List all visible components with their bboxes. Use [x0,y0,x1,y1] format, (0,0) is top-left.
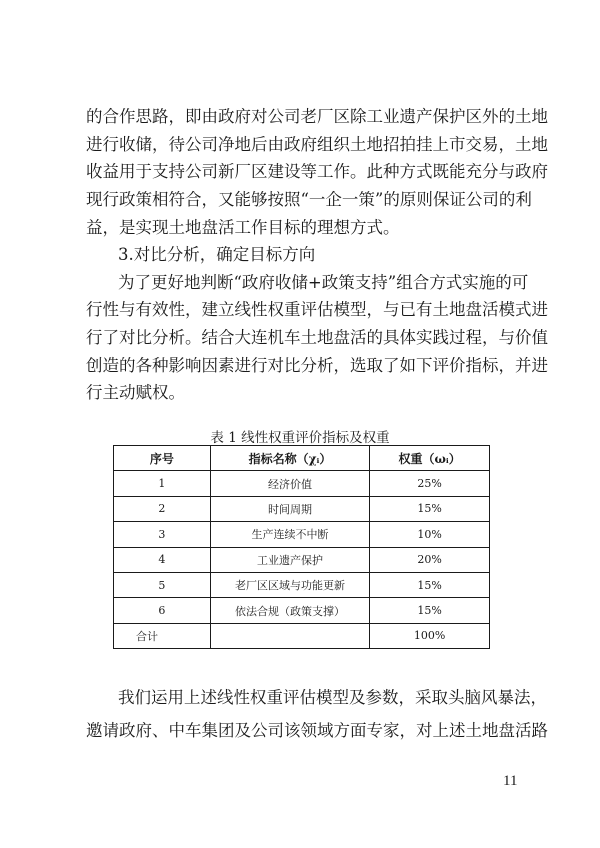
text-line: 我们运用上述线性权重评估模型及参数，采取头脑风暴法， [118,688,547,707]
table-total-row [114,623,490,648]
text-line: 行性与有效性，建立线性权重评估模型，与已有土地盘活模式进 [86,300,548,320]
cell-index: 4 [114,547,211,572]
table-row [114,522,490,547]
text-line: 为了更好地判断“政府收储+政策支持”组合方式实施的可 [118,272,529,292]
table-row [114,496,490,521]
header-index: 序号 [114,446,211,471]
cell-weight: 15% [370,572,490,597]
cell-weight: 10% [370,522,490,547]
table-caption: 表 1 线性权重评价指标及权重 [210,430,390,446]
cell-index: 3 [114,522,211,547]
header-indicator: 指标名称（χᵢ） [210,446,370,471]
cell-weight: 15% [370,496,490,521]
cell-weight: 20% [370,547,490,572]
text-line: 的合作思路，即由政府对公司老厂区除工业遗产保护区外的土地 [86,107,548,126]
text-line: 现行政策相符合，又能够按照“一企一策”的原则保证公司的利 [86,189,532,209]
table-row [114,471,490,496]
text-line: 创造的各种影响因素进行对比分析，选取了如下评价指标，并进 [86,355,548,375]
table-row [114,547,490,572]
text-line: 邀请政府、中车集团及公司该领域方面专家，对上述土地盘活路 [86,721,548,740]
cell-indicator: 依法合规（政策支撑） [210,598,370,623]
cell-index: 1 [114,471,211,496]
cell-indicator: 工业遗产保护 [210,547,370,572]
text-line: 行了对比分析。结合大连机车土地盘活的具体实践过程，与价值 [86,328,548,348]
cell-total-weight: 100% [370,623,490,648]
text-line: 益，是实现土地盘活工作目标的理想方式。 [86,217,400,237]
header-weight: 权重（ωᵢ） [370,446,490,471]
cell-indicator: 经济价值 [210,471,370,496]
table-row [114,598,490,623]
cell-index: 6 [114,598,211,623]
cell-total-empty [210,623,370,648]
cell-index: 5 [114,572,211,597]
cell-total-label: 合计 [114,623,211,648]
text-line: 进行收储，待公司净地后由政府组织土地招拍挂上市交易，土地 [86,134,548,154]
cell-indicator: 生产连续不中断 [210,522,370,547]
cell-weight: 25% [370,471,490,496]
text-line: 收益用于支持公司新厂区建设等工作。此种方式既能充分与政府 [86,162,548,182]
table-row [114,572,490,597]
cell-weight: 15% [370,598,490,623]
cell-indicator: 时间周期 [210,496,370,521]
cell-index: 2 [114,496,211,521]
table-header-row [114,446,490,471]
weights-table [113,445,490,649]
section-heading: 3.对比分析，确定目标方向 [118,245,316,265]
text-line: 行主动赋权。 [86,383,185,403]
page-number: 11 [503,773,518,789]
cell-indicator: 老厂区区域与功能更新 [210,572,370,597]
